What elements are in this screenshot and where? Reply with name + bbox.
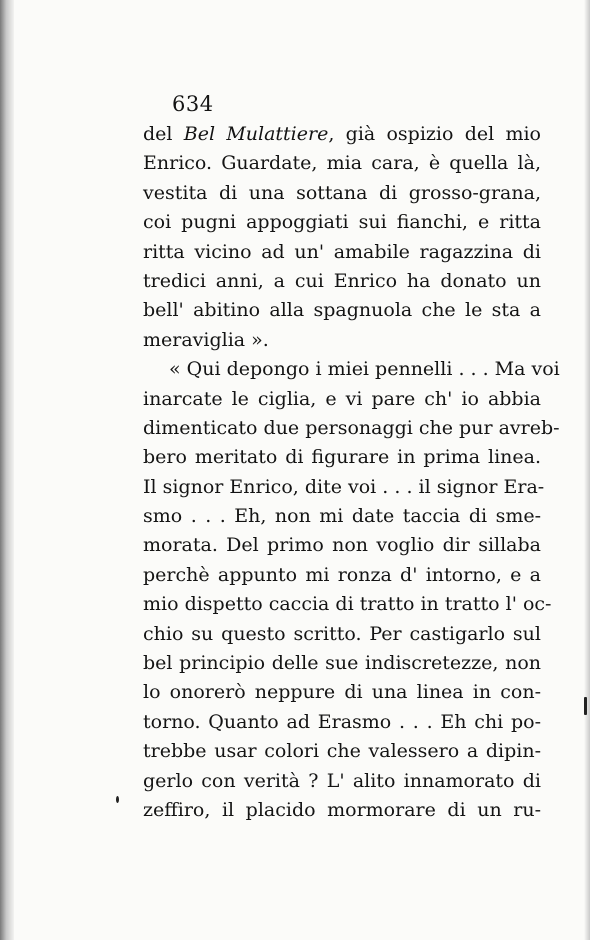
ink-speck [116, 796, 119, 803]
text-line: morata. Del primo non voglio dir sillaba [143, 534, 541, 557]
text-line: Enrico. Guardate, mia cara, è quella là, [143, 152, 541, 175]
page-number: 634 [172, 92, 214, 116]
text-line: inarcate le ciglia, e vi pare ch' io abbia [143, 387, 541, 410]
paragraph-end-line: meraviglia ». [143, 328, 269, 351]
page-edge-shadow [584, 0, 590, 940]
text-line: tredici anni, a cui Enrico ha donato un [143, 269, 541, 292]
text-line: Il signor Enrico, dite voi . . . il signor Era- [143, 475, 545, 498]
italic-title: Bel Mulattiere [183, 123, 329, 145]
text-line: lo onorerò neppure di una linea in con- [143, 681, 541, 704]
text-line: coi pugni appoggiati sui fianchi, e ritta [143, 211, 541, 234]
paragraph-start-line: « Qui depongo i miei pennelli . . . Ma voi [169, 358, 560, 381]
text-line: bel principio delle sue indiscretezze, non [143, 652, 541, 675]
text-line: bell' abitino alla spagnuola che le sta a [143, 299, 541, 322]
text-fragment: , già ospizio del mio [328, 123, 541, 145]
text-fragment: del [143, 123, 184, 145]
text-line: zeffiro, il placido mormorare di un ru- [143, 798, 541, 821]
text-line: gerlo con verità ? L' alito innamorato di [143, 769, 541, 792]
text-line: mio dispetto caccia di tratto in tratto l' oc- [143, 593, 552, 616]
text-line: smo . . . Eh, non mi date taccia di sme- [143, 505, 541, 528]
text-line: trebbe usar colori che valessero a dipin- [143, 740, 541, 763]
text-line: ritta vicino ad un' amabile ragazzina di [143, 240, 541, 263]
text-line: torno. Quanto ad Erasmo . . . Eh chi po- [143, 710, 541, 733]
text-line [143, 120, 541, 149]
text-line: perchè appunto mi ronza d' intorno, e a [143, 563, 541, 586]
binding-gutter-shadow [0, 0, 14, 940]
text-line: bero meritato di figurare in prima linea. [143, 446, 541, 469]
body-text [143, 120, 560, 825]
text-line: chio su questo scritto. Per castigarlo sul [143, 622, 541, 645]
text-line: dimenticato due personaggi che pur avreb- [143, 416, 560, 439]
text-line: vestita di una sottana di grosso-grana, [143, 181, 541, 204]
ink-speck [584, 697, 587, 715]
